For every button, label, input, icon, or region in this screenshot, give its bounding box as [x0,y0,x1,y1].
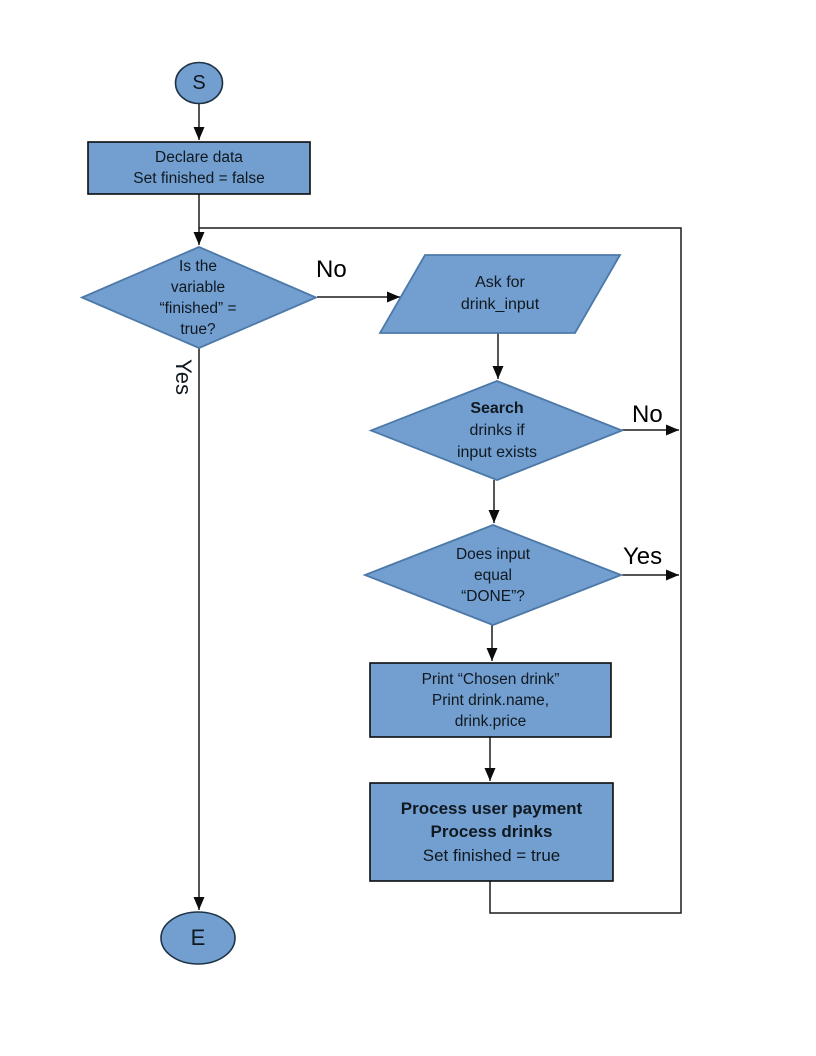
process-payment-label: Process user payment Process drinks Set finished = true [400,798,583,865]
end-terminator-shape [161,912,235,964]
edge-label-search-no: No [632,401,663,428]
edge-label-finished-yes: Yes [170,359,196,395]
declare-process-label: Declare data Set finished = false [133,149,265,187]
search-decision-shape [371,381,622,480]
finished-decision-label: Is the variable “finished” = true? [159,258,237,338]
ask-input-io-shape [380,255,620,333]
done-decision-label: Does input equal “DONE”? [455,545,531,605]
edge-label-done-yes: Yes [623,543,663,570]
print-process-label: Print “Chosen drink” Print drink.name, drink.price [421,670,560,730]
end-label-text: E [190,925,206,950]
finished-decision-shape [82,247,316,348]
print-process-shape [370,663,611,737]
start-label-text: S [192,71,206,94]
start-terminator-shape [176,63,223,104]
declare-process-shape [88,142,310,194]
done-decision-shape [365,525,621,625]
search-decision-label: Search drinks if input exists [456,400,538,461]
process-payment-shape [370,783,613,881]
ask-input-io-label: Ask for drink_input [460,274,540,313]
edge-label-finished-no: No [316,256,347,283]
